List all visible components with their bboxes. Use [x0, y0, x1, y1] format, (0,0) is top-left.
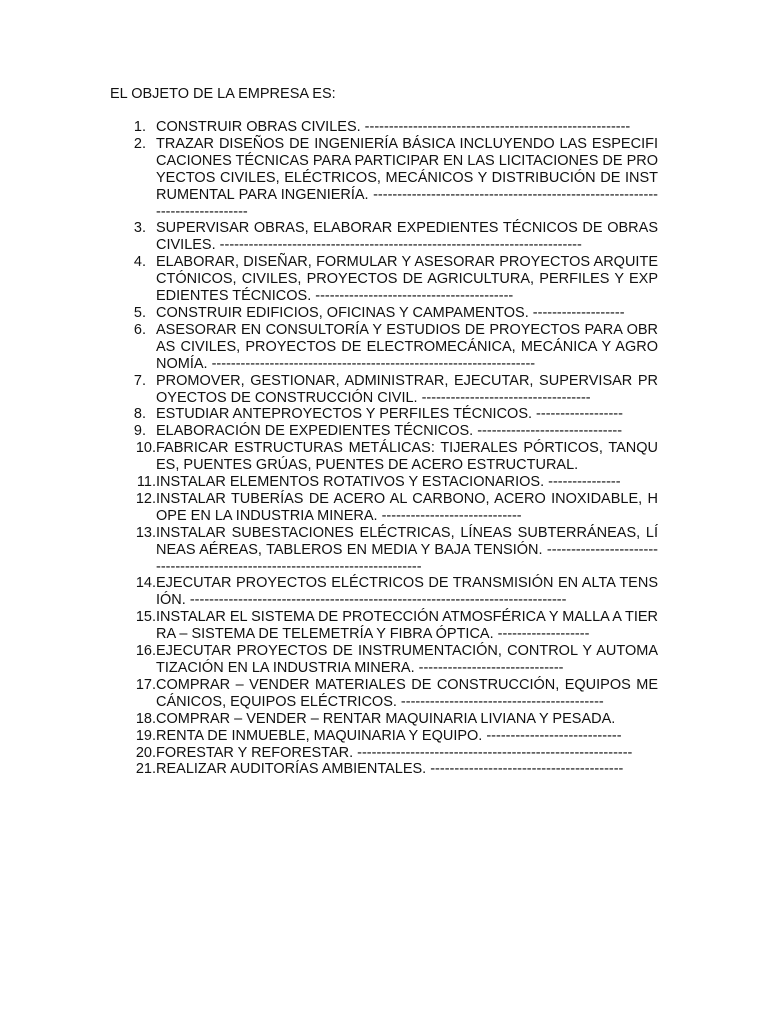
list-item [110, 305, 658, 322]
list-item-number: 4. [133, 254, 146, 271]
list-item-number: 6. [133, 321, 146, 338]
list-item-number: 5. [133, 304, 146, 321]
list-item [110, 728, 658, 745]
list-item [110, 373, 658, 407]
list-item-number: 10. [135, 440, 156, 457]
list-item [110, 761, 658, 778]
list-item [110, 406, 658, 423]
list-item [110, 491, 658, 525]
list-item-text: INSTALAR SUBESTACIONES ELÉCTRICAS, LÍNEAS SUBTERRÁNEAS, LÍNEAS AÉREAS, TABLEROS EN MEDIA Y BAJA TENSIÓN. ------------------------------------------------------------------------------ [156, 524, 658, 575]
list-item [110, 322, 658, 373]
list-item-number: 18. [135, 710, 156, 727]
list-item-number: 15. [135, 609, 156, 626]
list-item [110, 136, 658, 221]
list-item-number: 7. [133, 372, 146, 389]
list-item [110, 525, 658, 576]
list-item [110, 575, 658, 609]
list-item-text: CONSTRUIR OBRAS CIVILES. ------------------------------------------------------- [156, 119, 631, 135]
list-item-number: 16. [135, 643, 156, 660]
list-item-text: CONSTRUIR EDIFICIOS, OFICINAS Y CAMPAMENTOS. ------------------- [156, 304, 625, 321]
list-item-number: 17. [135, 676, 156, 693]
list-item [110, 220, 658, 254]
list-item-text: EJECUTAR PROYECTOS DE INSTRUMENTACIÓN, CONTROL Y AUTOMATIZACIÓN EN LA INDUSTRIA MINERA. ------------------------------ [156, 643, 658, 676]
list-item-text: INSTALAR ELEMENTOS ROTATIVOS Y ESTACIONARIOS. --------------- [156, 474, 621, 491]
list-item-number: 12. [135, 490, 156, 507]
list-item-number: 20. [135, 744, 156, 761]
list-item [110, 711, 658, 728]
list-item-number: 3. [133, 220, 146, 237]
list-item [110, 254, 658, 305]
list-item [110, 119, 658, 136]
list-item-text: ASESORAR EN CONSULTORÍA Y ESTUDIOS DE PROYECTOS PARA OBRAS CIVILES, PROYECTOS DE ELECTROMECÁNICA, MECÁNICA Y AGRONOMÍA. ------------------------------------------------------------------- [156, 321, 658, 372]
list-item [110, 423, 658, 440]
list-item-number: 14. [135, 575, 156, 592]
list-item [110, 474, 658, 491]
list-item-number: 9. [133, 423, 146, 440]
list-item [110, 643, 658, 677]
document-heading: EL OBJETO DE LA EMPRESA ES: [110, 86, 336, 102]
list-item-text: FABRICAR ESTRUCTURAS METÁLICAS: TIJERALES PÓRTICOS, TANQUES, PUENTES GRÚAS, PUENTES DE ACERO ESTRUCTURAL. [156, 440, 658, 474]
list-item-text: TRAZAR DISEÑOS DE INGENIERÍA BÁSICA INCLUYENDO LAS ESPECIFICACIONES TÉCNICAS PARA PARTICIPAR EN LAS LICITACIONES DE PROYECTOS CIVILES, ELÉCTRICOS, MECÁNICOS Y DISTRIBUCIÓN DE INSTRUMENTAL PARA INGENIERÍA. ------------------------------------------------------------------------------ [156, 135, 658, 220]
list-item-text: SUPERVISAR OBRAS, ELABORAR EXPEDIENTES TÉCNICOS DE OBRAS CIVILES. --------------------------------------------------------------------------- [156, 220, 658, 254]
list-item [110, 440, 658, 474]
list-item-text: ELABORACIÓN DE EXPEDIENTES TÉCNICOS. ------------------------------ [156, 423, 623, 440]
list-item-text: COMPRAR – VENDER MATERIALES DE CONSTRUCCIÓN, EQUIPOS MECÁNICOS, EQUIPOS ELÉCTRICOS. ------------------------------------------ [156, 676, 658, 710]
list-item-text: INSTALAR EL SISTEMA DE PROTECCIÓN ATMOSFÉRICA Y MALLA A TIERRA – SISTEMA DE TELEMETRÍA Y FIBRA ÓPTICA. ------------------- [156, 609, 658, 643]
list-item-number: 13. [135, 524, 156, 541]
list-item-number: 8. [133, 406, 146, 423]
list-item-number: 19. [135, 727, 156, 744]
list-item-text: COMPRAR – VENDER – RENTAR MAQUINARIA LIVIANA Y PESADA. [156, 710, 616, 727]
list-item-text: REALIZAR AUDITORÍAS AMBIENTALES. ---------------------------------------- [156, 761, 624, 778]
list-item-number: 1. [133, 119, 146, 135]
list-item-text: ESTUDIAR ANTEPROYECTOS Y PERFILES TÉCNICOS. ------------------ [156, 406, 623, 423]
list-item-text: FORESTAR Y REFORESTAR. --------------------------------------------------------- [156, 744, 633, 761]
list-item [110, 745, 658, 762]
objects-list [110, 119, 658, 778]
list-item-text: PROMOVER, GESTIONAR, ADMINISTRAR, EJECUTAR, SUPERVISAR PROYECTOS DE CONSTRUCCIÓN CIVIL. ----------------------------------- [156, 372, 658, 406]
list-item-text: ELABORAR, DISEÑAR, FORMULAR Y ASESORAR PROYECTOS ARQUITECTÓNICOS, CIVILES, PROYECTOS DE AGRICULTURA, PERFILES Y EXPEDIENTES TÉCNICOS. ----------------------------------------- [156, 254, 658, 305]
list-item-number: 2. [133, 135, 146, 152]
list-item-text: RENTA DE INMUEBLE, MAQUINARIA Y EQUIPO. ---------------------------- [156, 727, 622, 744]
list-item-number: 21. [135, 761, 156, 778]
list-item [110, 677, 658, 711]
list-item-text: INSTALAR TUBERÍAS DE ACERO AL CARBONO, ACERO INOXIDABLE, HOPE EN LA INDUSTRIA MINERA. ----------------------------- [156, 490, 658, 524]
list-item [110, 609, 658, 643]
list-item-number: 11. [136, 474, 156, 491]
list-item-text: EJECUTAR PROYECTOS ELÉCTRICOS DE TRANSMISIÓN EN ALTA TENSIÓN. ------------------------------------------------------------------------------ [156, 575, 658, 609]
